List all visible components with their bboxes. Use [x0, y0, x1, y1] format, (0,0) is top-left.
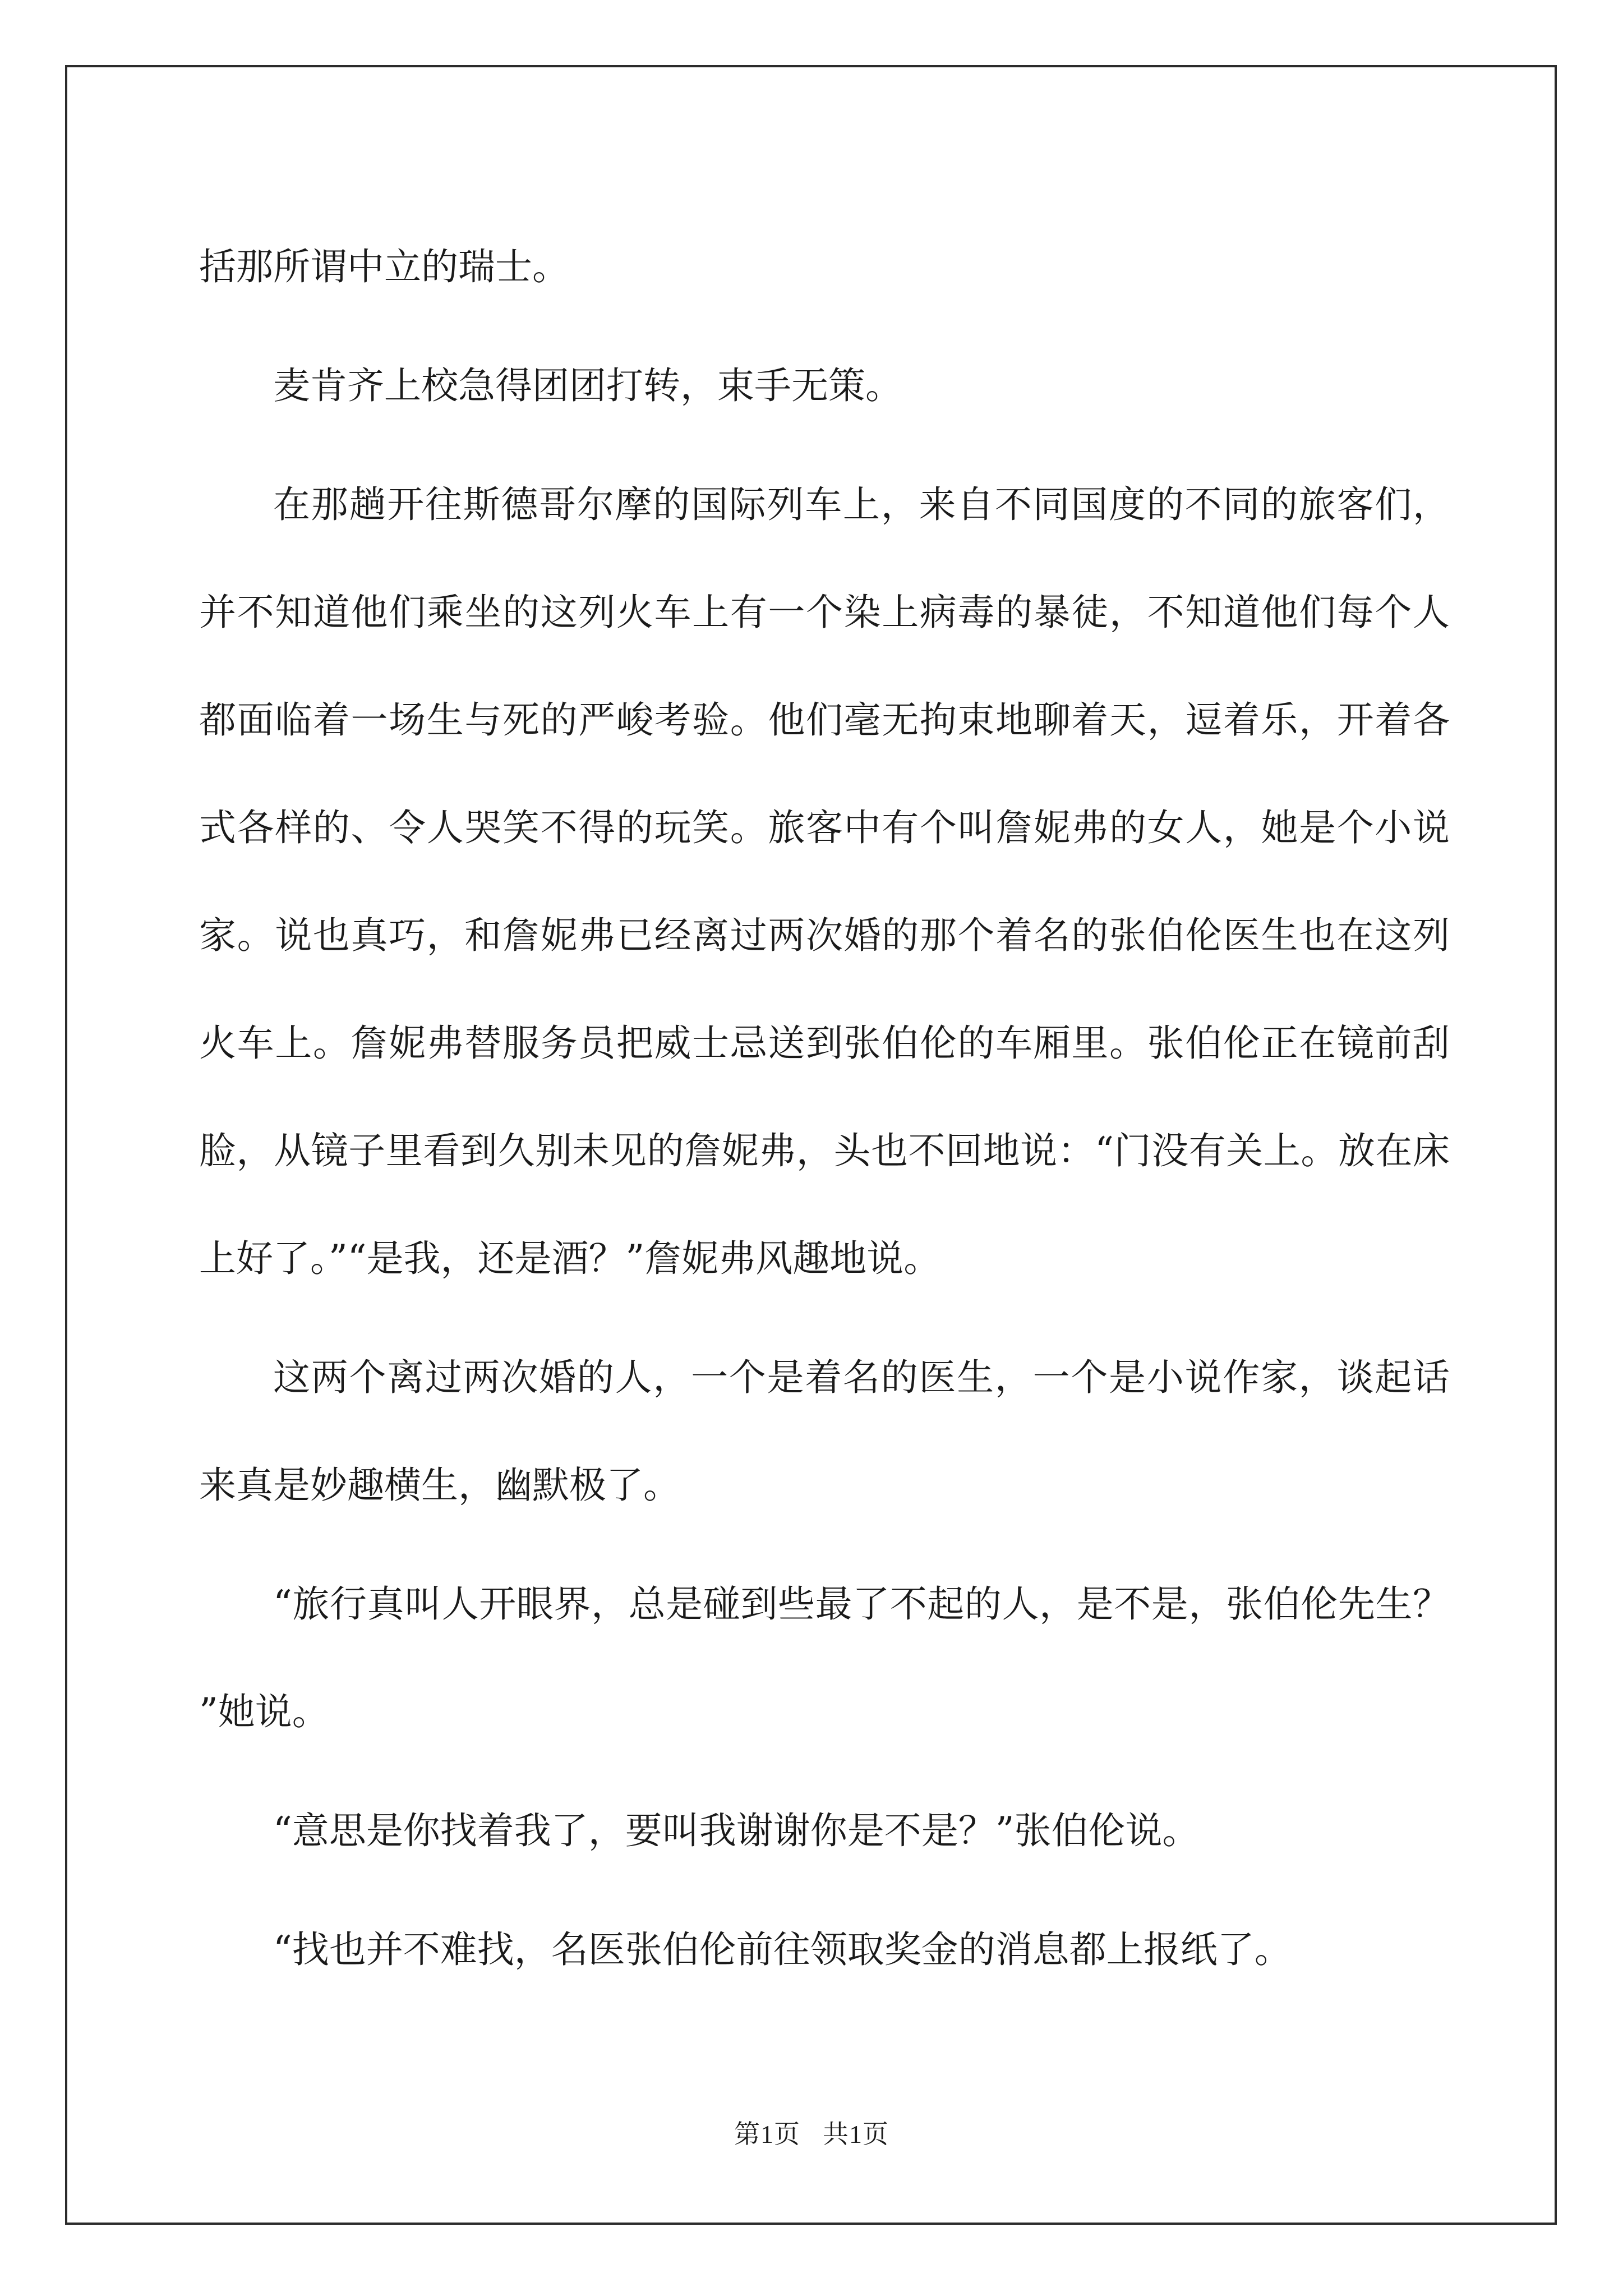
page-number: 第1页 — [734, 2120, 800, 2148]
paragraph-5: “旅行真叫人开眼界，总是碰到些最了不起的人，是不是，张伯伦先生？”她说。 — [199, 1582, 1450, 1733]
paragraph-7: “找也并不难找，名医张伯伦前往领取奖金的消息都上报纸了。 — [273, 1928, 1292, 1971]
paragraph-6: “意思是你找着我了，要叫我谢谢你是不是？”张伯伦说。 — [273, 1809, 1200, 1852]
page-total: 共1页 — [823, 2120, 889, 2148]
paragraph-1: 括那所谓中立的瑞士。 — [199, 245, 569, 288]
page-footer — [0, 2114, 1623, 2151]
paragraph-4: 这两个离过两次婚的人，一个是着名的医生，一个是小说作家，谈起话来真是妙趣横生，幽默极了。 — [199, 1356, 1450, 1507]
paragraph-2: 麦肯齐上校急得团团打转，束手无策。 — [273, 364, 902, 407]
paragraph-3: 在那趟开往斯德哥尔摩的国际列车上，来自不同国度的不同的旅客们，并不知道他们乘坐的这列火车上有一个染上病毒的暴徒，不知道他们每个人都面临着一场生与死的严峻考验。他们毫无拘束地聊着天，逗着乐，开着各式各样的、令人哭笑不得的玩笑。旅客中有个叫詹妮弗的女人，她是个小说家。说也真巧，和詹妮弗已经离过两次婚的那个着名的张伯伦医生也在这列火车上。詹妮弗替服务员把威士忌送到张伯伦的车厢里。张伯伦正在镜前刮脸，从镜子里看到久别未见的詹妮弗，头也不回地说：“门没有关上。放在床上好了。”“是我，还是酒？”詹妮弗风趣地说。 — [199, 483, 1450, 1280]
document-body — [199, 213, 1450, 2015]
